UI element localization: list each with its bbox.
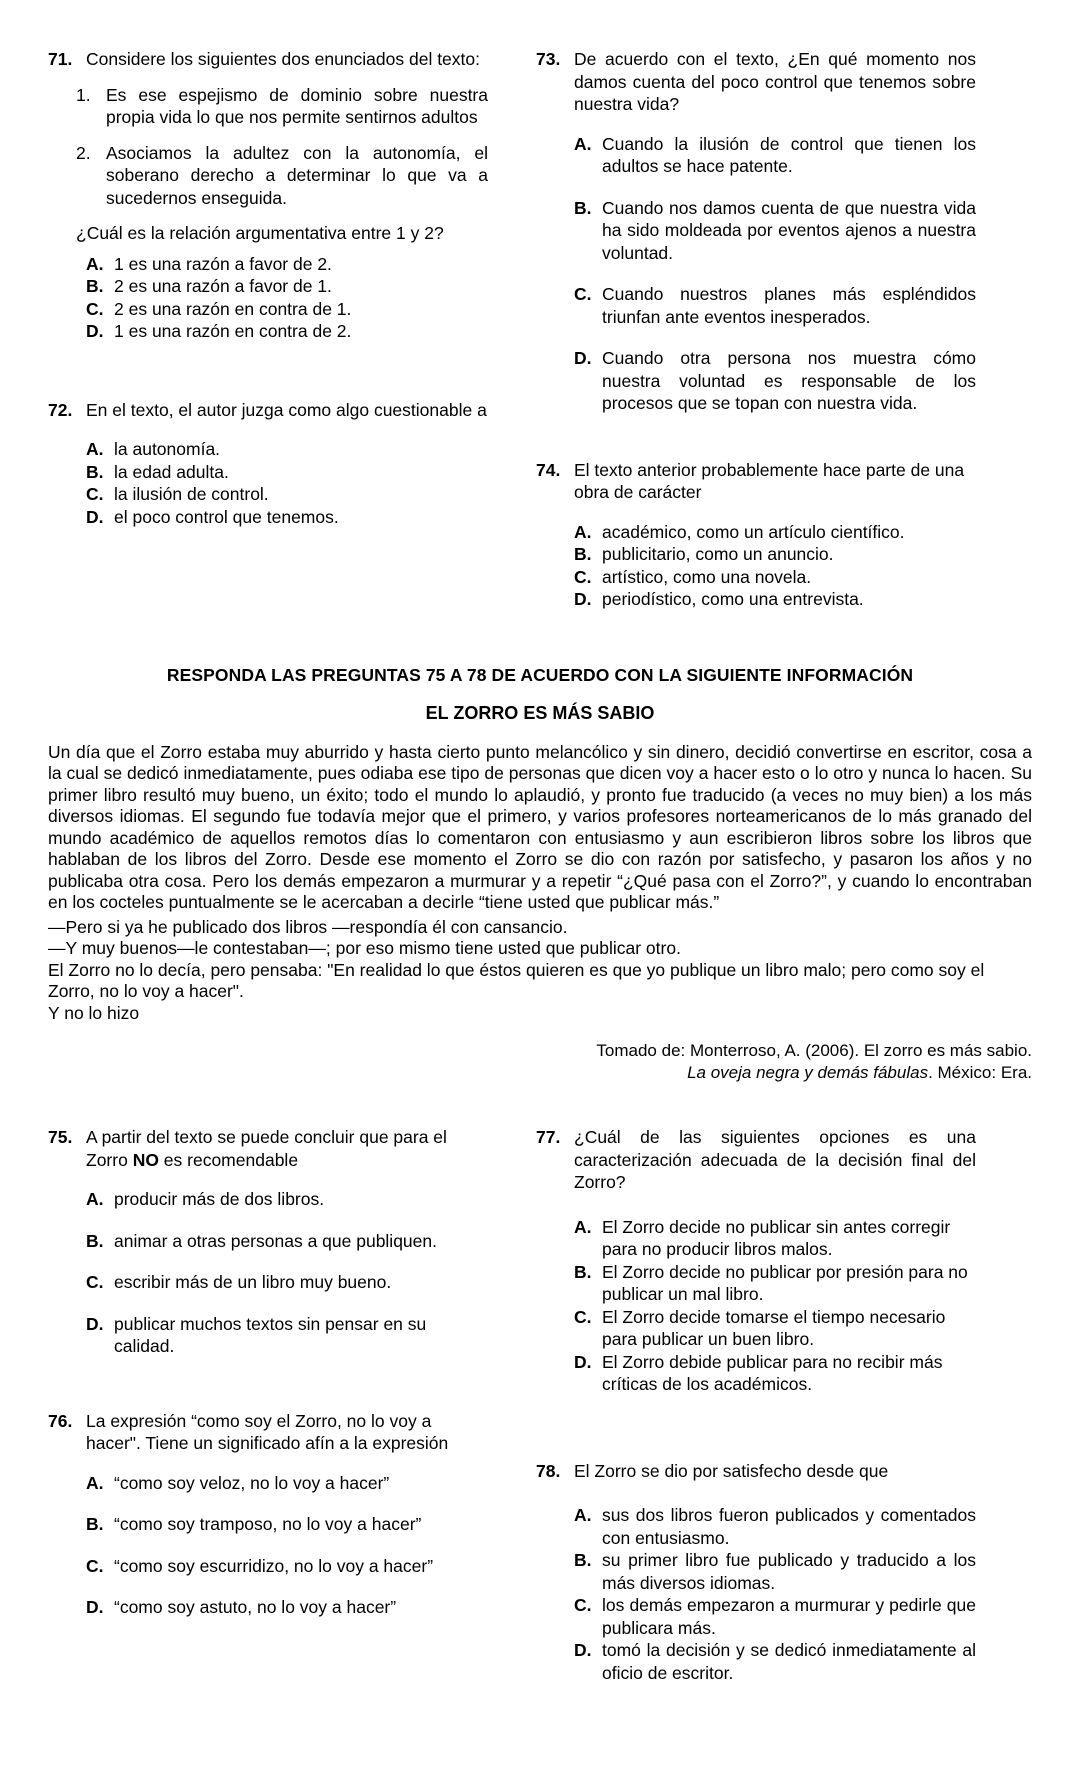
option-text: escribir más de un libro muy bueno. [114,1272,392,1292]
option-text: sus dos libros fueron publicados y comentados con entusiasmo. [602,1505,976,1548]
question-72-header [48,399,488,422]
option-text: periodístico, como una entrevista. [602,589,864,609]
statement-number: 1. [76,84,91,105]
question-73-header [536,48,976,116]
question-78-options [536,1504,976,1684]
question-78-stem: El Zorro se dio por satisfecho desde que [574,1460,889,1481]
option-b[interactable] [86,461,488,484]
column-spacer [536,1418,976,1460]
option-text: “como soy astuto, no lo voy a hacer” [114,1597,397,1617]
dialogue-line-4: Y no lo hizo [48,1002,140,1023]
option-text: su primer libro fue publicado y traducido a los más diversos idiomas. [602,1550,976,1593]
questions-top-left-column [48,48,488,550]
option-d[interactable] [574,1351,976,1396]
question-74-options [536,521,976,611]
option-letter: A. [574,1216,592,1237]
option-letter: D. [574,1351,592,1372]
questions-bottom-left-column [48,1126,488,1641]
questions-top-right-column [536,48,976,633]
statement-number: 2. [76,142,91,163]
source-line-2 [48,1062,1032,1084]
option-text: la ilusión de control. [114,484,269,504]
option-letter: A. [574,1505,592,1525]
option-b[interactable] [86,275,488,298]
option-text: la autonomía. [114,439,221,459]
passage-dialogue [48,917,1032,1025]
option-text: tomó la decisión y se dedicó inmediatamente al oficio de escritor. [602,1640,976,1683]
question-72-options [48,438,488,528]
option-text: Cuando nos damos cuenta de que nuestra vida ha sido moldeada por eventos ajenos a nuestra voluntad. [602,197,976,263]
question-75 [48,1126,488,1358]
option-a[interactable] [86,253,488,276]
question-71-statement-1 [48,84,488,129]
question-77-number: 77. [536,1127,561,1147]
question-73-number: 73. [536,49,561,69]
question-73-options [536,133,976,415]
question-71-options [48,253,488,343]
option-text: El Zorro decide tomarse el tiempo necesario para publicar un buen libro. [602,1306,946,1349]
option-letter: A. [86,1472,104,1493]
question-73-stem: De acuerdo con el texto, ¿En qué momento nos damos cuenta del poco control que tenemos sobre nuestra vida? [574,49,976,114]
option-c[interactable] [574,1594,976,1639]
option-text: “como soy escurridizo, no lo voy a hacer” [114,1555,434,1576]
option-b[interactable] [574,543,976,566]
option-text: 2 es una razón a favor de 1. [114,276,332,296]
option-text: producir más de dos libros. [114,1189,325,1209]
option-d[interactable] [86,320,488,343]
question-71-header [48,48,488,71]
stem-emphasis: NO [132,1149,159,1170]
question-71-statement-2 [48,142,488,210]
option-c[interactable] [574,566,976,589]
option-b[interactable] [574,1549,976,1594]
question-71-followup: ¿Cuál es la relación argumentativa entre 1 y 2? [76,223,444,243]
option-letter: C. [574,566,592,587]
option-a[interactable] [86,1472,488,1495]
option-letter: B. [574,1261,592,1282]
option-d[interactable] [86,1313,488,1358]
option-text: 1 es una razón a favor de 2. [114,253,332,274]
option-d[interactable] [86,506,488,529]
option-b[interactable] [574,197,976,265]
option-b[interactable] [574,1261,976,1306]
option-letter: C. [574,284,592,304]
question-76-number: 76. [48,1410,73,1431]
question-72-number: 72. [48,399,73,420]
question-72 [48,399,488,529]
option-text: publicitario, como un anuncio. [602,544,834,564]
option-text: Cuando nuestros planes más espléndidos triunfan ante eventos inesperados. [602,284,976,327]
question-74-header [536,459,976,504]
option-text: la edad adulta. [114,461,229,482]
option-letter: B. [86,276,104,296]
dialogue-line-1: —Pero si ya he publicado dos libros —respondía él con cansancio. [48,916,568,937]
dialogue-line-2: —Y muy buenos—le contestaban—; por eso mismo tiene usted que publicar otro. [48,938,681,958]
option-d[interactable] [86,1596,488,1619]
question-75-options [48,1188,488,1358]
question-78-number: 78. [536,1460,561,1481]
question-75-header [48,1126,488,1171]
stem-part-1: A partir del texto se puede concluir que para el Zorro [86,1127,447,1170]
option-text: El Zorro decide no publicar sin antes corregir para no producir libros malos. [602,1216,951,1259]
question-78 [536,1460,976,1685]
option-letter: B. [86,461,104,482]
option-letter: A. [574,521,592,542]
option-text: Cuando la ilusión de control que tienen los adultos se hace patente. [602,133,976,176]
column-spacer [48,365,488,399]
question-76 [48,1410,488,1619]
option-letter: D. [86,506,104,527]
option-c[interactable] [86,483,488,506]
option-letter: A. [574,133,592,154]
option-b[interactable] [86,1513,488,1536]
option-letter: B. [574,1550,592,1570]
stem-part-2: es recomendable [158,1149,299,1170]
option-text: El Zorro debide publicar para no recibir más críticas de los académicos. [602,1351,943,1394]
option-letter: B. [574,197,592,218]
option-d[interactable] [574,347,976,415]
passage-title: EL ZORRO ES MÁS SABIO [425,702,655,723]
questions-bottom-right-column [536,1126,976,1706]
question-74-number: 74. [536,459,561,480]
question-71-stem: Considere los siguientes dos enunciados del texto: [86,49,480,69]
option-letter: A. [86,1189,104,1209]
questions-bottom-grid [48,1126,1032,1706]
option-letter: C. [86,484,104,504]
source-publisher: . México: Era. [928,1063,1032,1082]
option-d[interactable] [574,1639,976,1684]
option-text: El Zorro decide no publicar por presión para no publicar un mal libro. [602,1261,968,1304]
option-a[interactable] [574,133,976,178]
option-letter: D. [86,321,104,341]
option-b[interactable] [86,1230,488,1253]
questions-top-grid [48,48,1032,633]
question-71-number: 71. [48,49,73,69]
question-71 [48,48,488,343]
option-text: académico, como un artículo científico. [602,521,905,542]
option-letter: A. [86,253,104,274]
source-line-1: Tomado de: Monterroso, A. (2006). El zorro es más sabio. [596,1041,1032,1060]
question-76-stem: La expresión “como soy el Zorro, no lo voy a hacer". Tiene un significado afín a la expresión [86,1410,449,1453]
question-77-header [536,1126,976,1194]
option-letter: C. [86,298,104,319]
question-75-number: 75. [48,1127,73,1147]
option-letter: D. [574,1640,592,1660]
passage-source [48,1040,1032,1084]
option-a[interactable] [86,438,488,461]
option-text: “como soy tramposo, no lo voy a hacer” [114,1514,422,1534]
option-text: los demás empezaron a murmurar y pedirle que publicara más. [602,1595,976,1638]
option-text: “como soy veloz, no lo voy a hacer” [114,1472,390,1493]
column-spacer [536,437,976,459]
option-text: el poco control que tenemos. [114,506,339,527]
column-spacer [48,1380,488,1410]
dialogue-line-3: El Zorro no lo decía, pero pensaba: "En realidad lo que éstos quieren es que yo publique un libro malo; pero como soy el Zorro, no lo voy a hacer". [48,959,985,1001]
option-c[interactable] [86,1555,488,1578]
option-a[interactable] [86,1188,488,1211]
option-c[interactable] [86,298,488,321]
option-d[interactable] [574,588,976,611]
statement-text: Es ese espejismo de dominio sobre nuestra propia vida lo que nos permite sentirnos adultos [106,84,488,127]
question-73 [536,48,976,415]
option-letter: B. [574,544,592,564]
option-letter: C. [86,1555,104,1576]
question-77 [536,1126,976,1396]
passage-instruction: RESPONDA LAS PREGUNTAS 75 A 78 DE ACUERDO CON LA SIGUIENTE INFORMACIÓN [166,664,914,685]
question-74 [536,459,976,611]
option-letter: D. [574,589,592,609]
question-77-stem: ¿Cuál de las siguientes opciones es una caracterización adecuada de la decisión final del Zorro? [574,1127,976,1192]
option-c[interactable] [86,1271,488,1294]
passage-body: Un día que el Zorro estaba muy aburrido y hasta cierto punto melancólico y sin dinero, decidió convertirse en escritor, cosa a la cual se dedicó inmediatamente, pues odiaba ese tipo de personas que dicen voy a hacer esto o lo otro y nunca lo hacen. Su primer libro resultó muy bueno, un éxito; todo el mundo lo aplaudió, y pronto fue traducido (a veces no muy bien) a los más diversos idiomas. El segundo fue todavía mejor que el primero, y varios profesores norteamericanos de lo más granado del mundo académico de aquellos remotos días lo comentaron con entusiasmo y aun escribieron libros sobre los libros que hablaban de los libros del Zorro. Desde ese momento el Zorro se dio con razón por satisfecho, y pasaron los años y no publicaba otra cosa. Pero los demás empezaron a murmurar y a repetir “¿Qué pasa con el Zorro?”, y cuando lo encontraban en los cocteles puntualmente se le acercaban a decirle “tiene usted que publicar más.” [48,741,1032,912]
source-book-title: La oveja negra y demás fábulas [687,1063,929,1082]
question-75-stem [86,1126,488,1171]
option-a[interactable] [574,1504,976,1549]
option-text: animar a otras personas a que publiquen. [114,1230,437,1251]
question-74-stem: El texto anterior probablemente hace parte de una obra de carácter [574,459,965,502]
option-text: 2 es una razón en contra de 1. [114,298,352,319]
option-letter: C. [574,1306,592,1327]
option-text: publicar muchos textos sin pensar en su calidad. [114,1313,427,1356]
option-letter: C. [86,1272,104,1292]
option-letter: D. [86,1597,104,1617]
option-text: Cuando otra persona nos muestra cómo nuestra voluntad es responsable de los procesos que se topan con nuestra vida. [602,348,976,413]
statement-text: Asociamos la adultez con la autonomía, el soberano derecho a determinar lo que va a sucedernos enseguida. [106,142,488,208]
option-text: artístico, como una novela. [602,566,812,587]
option-letter: B. [86,1230,104,1251]
question-72-stem: En el texto, el autor juzga como algo cuestionable a [86,399,487,420]
option-letter: D. [86,1313,104,1334]
question-76-header [48,1410,488,1455]
option-letter: A. [86,439,104,459]
option-c[interactable] [574,283,976,328]
option-letter: C. [574,1595,592,1615]
option-text: 1 es una razón en contra de 2. [114,321,352,341]
question-77-options [536,1216,976,1396]
option-letter: B. [86,1514,104,1534]
option-a[interactable] [574,1216,976,1261]
option-c[interactable] [574,1306,976,1351]
option-letter: D. [574,348,592,368]
question-78-header [536,1460,976,1483]
question-76-options [48,1472,488,1619]
option-a[interactable] [574,521,976,544]
